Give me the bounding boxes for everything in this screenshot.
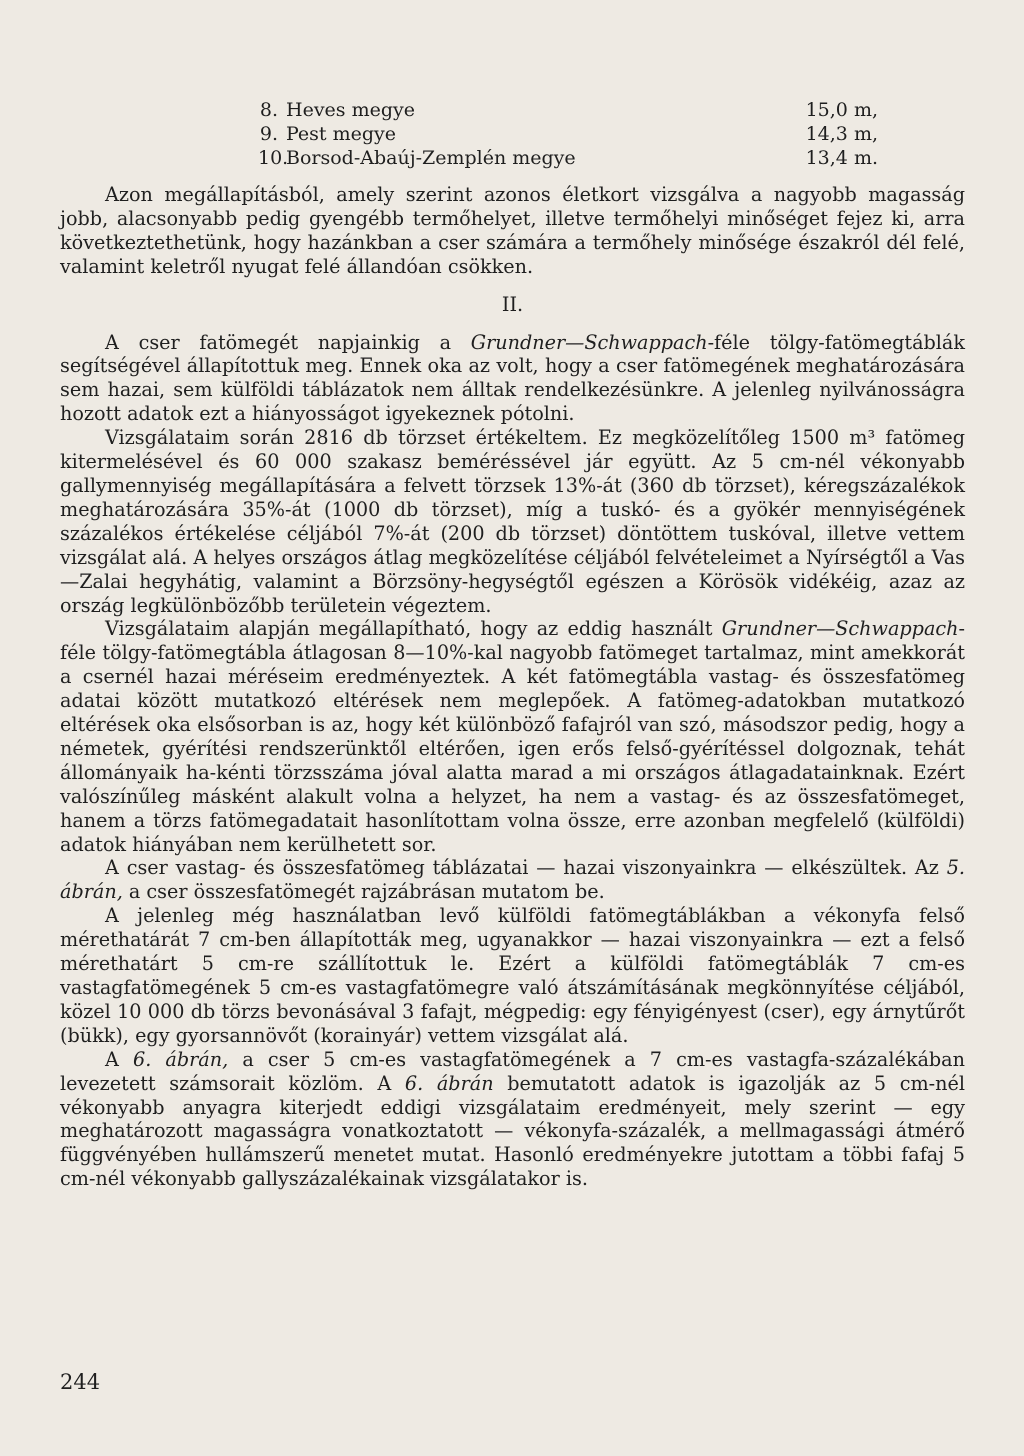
- paragraph-text: A: [105, 1047, 133, 1071]
- section-heading: II.: [501, 292, 524, 316]
- paragraph-text: A cser vastag- és összesfatömeg táblázatai — hazai viszonyainkra — elkészültek. Az: [105, 856, 947, 880]
- paragraph: [60, 617, 965, 856]
- paragraph-text: Vizsgálataim alapján megállapítható, hogy az eddig használt: [105, 617, 722, 641]
- paragraph-text: bemutatott adatok is igazolják az 5 cm-nél vékonyabb anyagra kiterjedt eddigi vizsgálataim eredményeit, mely szerint — egy meghatározott magasságra vonatkoztatott — vékonyfa-százalék, a mellmagassági átmérő függvényében hullámszerű menetet mutat. Hasonló eredményekre jutottam a többi fafaj 5 cm-nél vékonyabb gallyszázalékainak vizsgálatakor is.: [60, 1071, 965, 1191]
- county-height-list: [258, 98, 878, 170]
- list-item: [258, 122, 878, 146]
- list-number: 10.: [258, 147, 289, 169]
- page-number: 244: [60, 1370, 101, 1394]
- body-text: [60, 183, 965, 1191]
- paragraph: Vizsgálataim során 2816 db törzset értékeltem. Ez megközelítőleg 1500 m³ fatömeg kitermelésével és 60 000 szakasz beméréssével jár együtt. Az 5 cm-nél vékonyabb gallymennyiség megállapítására a felvett törzsek 13%-át (360 db törzset), kéregszázalékok meghatározására 35%-át (1000 db törzset), míg a tuskó- és a gyökér mennyiségének százalékos értékelése céljából 7%-át (200 db törzset) döntöttem tuskóval, illetve vettem vizsgálat alá. A helyes országos átlag megközelítése céljából felvételeimet a Nyírségtől a Vas—Zalai hegyhátig, valamint a Börzsöny-hegységtől egészen a Körösök vidékéig, azaz az ország legkülönbözőbb területein végeztem.: [60, 426, 965, 617]
- paragraph-text: A cser fatömegét napjainkig a: [105, 330, 471, 354]
- author-names: Grundner—Schwappach: [470, 330, 708, 354]
- paragraph: A jelenleg még használatban levő külföldi fatömegtáblákban a vékonyfa felső mérethatárát 7 cm-ben állapították meg, ugyanakkor — hazai viszonyainkra — ezt a felső mérethatárt 5 cm-re szállítottuk le. Ezért a külföldi fatömegtáblák 7 cm-es vastagfatömegének 5 cm-es vastagfatömegre való átszámításának megkönnyítése céljából, közel 10 000 db törzs bevonásával 3 fafajt, mégpedig: egy fényigényest (cser), egy árnytűrőt (bükk), egy gyorsannövőt (korainyár) vettem vizsgálat alá.: [60, 904, 965, 1047]
- list-item: [258, 98, 878, 122]
- county-name: Heves megye: [286, 99, 415, 121]
- paragraph: [60, 331, 965, 427]
- paragraph: [60, 1048, 965, 1191]
- list-number: 9.: [259, 123, 278, 145]
- list-number: 8.: [259, 99, 278, 121]
- height-value: 15,0 m,: [805, 99, 878, 121]
- paragraph: Azon megállapításból, amely szerint azonos életkort vizsgálva a nagyobb magasság jobb, alacsonyabb pedig gyengébb termőhelyet, illetve termőhelyi minőséget fejez ki, arra következtethetünk, hogy hazánkban a cser számára a termőhely minősége északról dél felé, valamint keletről nyugat felé állandóan csökken.: [60, 183, 965, 278]
- height-value: 13,4 m.: [805, 147, 878, 169]
- height-value: 14,3 m,: [805, 123, 878, 145]
- figure-reference: 6. ábrán: [404, 1071, 494, 1095]
- paragraph: [60, 856, 965, 904]
- paragraph-text: -féle tölgy-fatömegtáblák segítségével állapítottuk meg. Ennek oka az volt, hogy a cser fatömegének meghatározására sem hazai, sem külföldi táblázatok nem álltak rendelkezésünkre. A jelenleg nyilvánosságra hozott adatok ezt a hiányosságot igyekeznek pótolni.: [60, 330, 965, 426]
- paragraph-text: a cser összesfatömegét rajzábrásan mutatom be.: [122, 880, 605, 904]
- county-name: Borsod-Abaúj-Zemplén megye: [286, 147, 576, 169]
- paragraph-text: a cser 5 cm-es vastagfatömegének a 7 cm-es vastagfa-százalékában levezetett számsorait közlöm. A: [60, 1047, 965, 1095]
- figure-reference: 6. ábrán,: [132, 1047, 229, 1071]
- list-item: [258, 146, 878, 170]
- figure-reference: 5. ábrán,: [60, 856, 965, 904]
- county-name: Pest megye: [286, 123, 397, 145]
- author-names: Grundner—Schwappach: [721, 617, 959, 641]
- paragraph-text: -féle tölgy-fatömegtábla átlagosan 8—10%-kal nagyobb fatömeget tartalmaz, mint amekkorát a csernél hazai méréseim eredményeztek. A két fatömegtábla vastag- és összesfatömeg adatai között mutatkozó eltérések nem meglepőek. A fatömeg-adatokban mutatkozó eltérések oka elsősorban is az, hogy két különböző fafajról van szó, másodszor pedig, hogy a németek, gyérítési rendszerünktől eltérően, igen erős felső-gyérítéssel dolgoznak, tehát állományaik ha-kénti törzsszáma jóval alatta marad a mi országos átlagadatainknak. Ezért valószínűleg másként alakult volna a helyzet, ha nem a vastag- és az összesfatömeget, hanem a törzs fatömegadatait hasonlítottam volna össze, erre azonban megfelelő (külföldi) adatok hiányában nem kerülhetett sor.: [60, 617, 965, 856]
